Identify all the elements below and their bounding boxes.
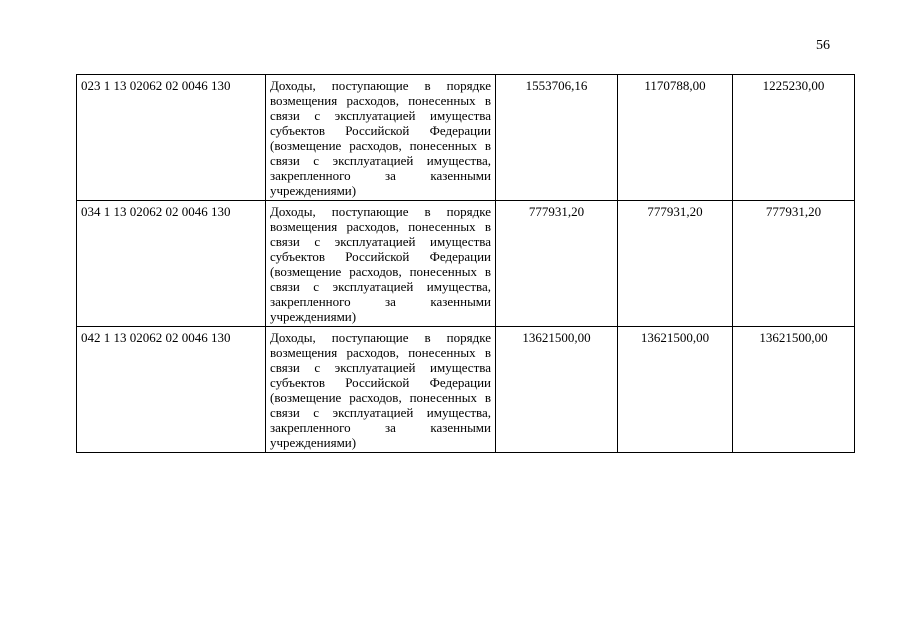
value-cell-year-3: 777931,20 <box>733 201 855 327</box>
budget-code-cell: 034 1 13 02062 02 0046 130 <box>77 201 266 327</box>
table-row <box>77 201 855 327</box>
value-cell-year-1: 777931,20 <box>496 201 618 327</box>
revenue-table <box>76 74 855 453</box>
value-cell-year-2: 13621500,00 <box>618 327 733 453</box>
budget-code-cell: 042 1 13 02062 02 0046 130 <box>77 327 266 453</box>
value-cell-year-1: 13621500,00 <box>496 327 618 453</box>
value-cell-year-3: 13621500,00 <box>733 327 855 453</box>
value-cell-year-2: 1170788,00 <box>618 75 733 201</box>
page-number: 56 <box>816 38 830 53</box>
revenue-name-cell: Доходы, поступающие в порядке возмещения расходов, понесенных в связи с эксплуатацией имущества субъектов Российской Федерации (возмещение расходов, понесенных в связи с эксплуатацией имущества, закрепленного за казенными учреждениями) <box>266 201 496 327</box>
table-row <box>77 75 855 201</box>
value-cell-year-2: 777931,20 <box>618 201 733 327</box>
value-cell-year-3: 1225230,00 <box>733 75 855 201</box>
revenue-name-cell: Доходы, поступающие в порядке возмещения расходов, понесенных в связи с эксплуатацией имущества субъектов Российской Федерации (возмещение расходов, понесенных в связи с эксплуатацией имущества, закрепленного за казенными учреждениями) <box>266 75 496 201</box>
budget-code-cell: 023 1 13 02062 02 0046 130 <box>77 75 266 201</box>
table-row <box>77 327 855 453</box>
value-cell-year-1: 1553706,16 <box>496 75 618 201</box>
revenue-name-cell: Доходы, поступающие в порядке возмещения расходов, понесенных в связи с эксплуатацией имущества субъектов Российской Федерации (возмещение расходов, понесенных в связи с эксплуатацией имущества, закрепленного за казенными учреждениями) <box>266 327 496 453</box>
